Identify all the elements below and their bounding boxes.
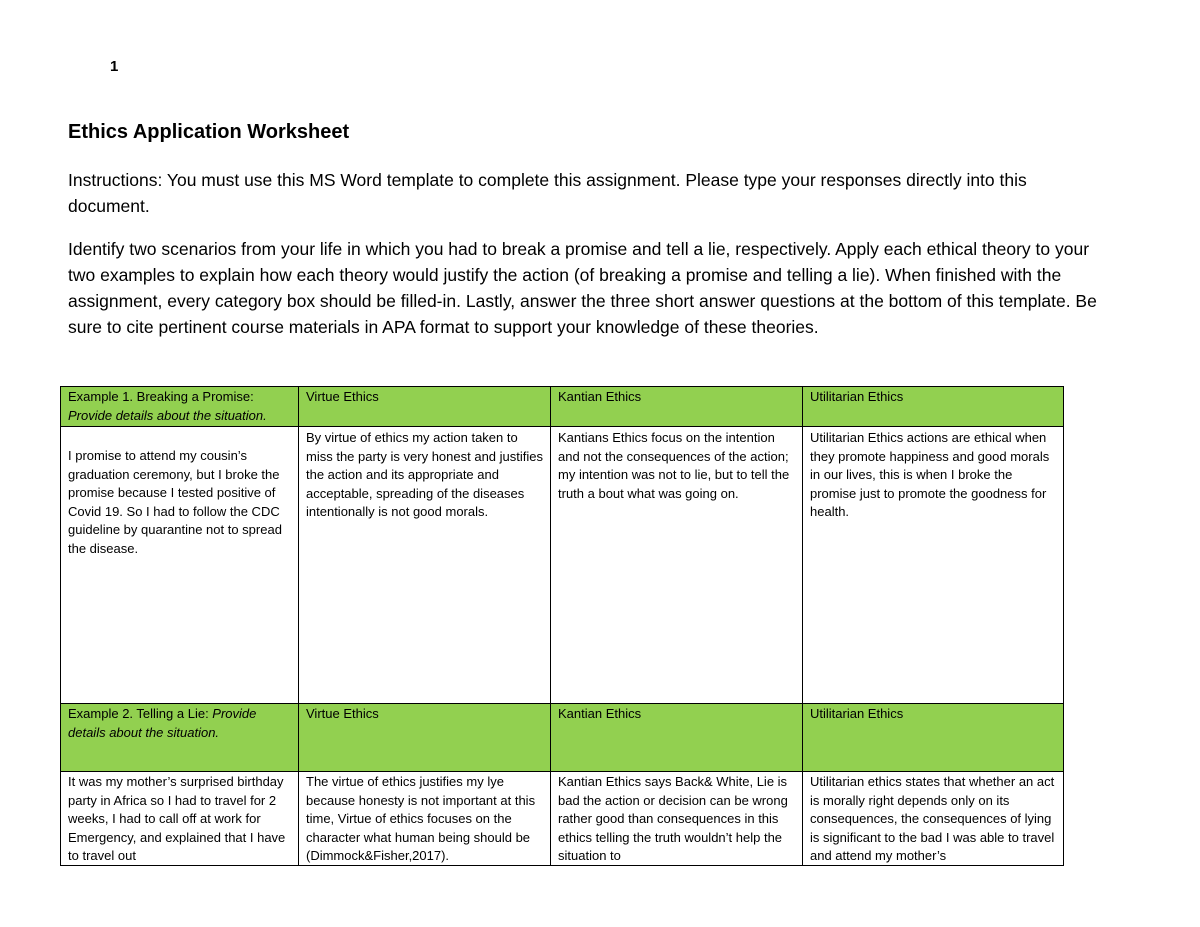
example2-utilitarian-header[interactable]: Utilitarian Ethics bbox=[803, 704, 1064, 772]
example1-label-cell[interactable] bbox=[61, 387, 299, 427]
example2-response-row bbox=[61, 772, 1064, 866]
example2-virtue-text: The virtue of ethics justifies my lye because honesty is not important at this time, Virtue of ethics focuses on the character what human being should be (Dimmock&Fisher,2017). bbox=[306, 774, 536, 863]
example1-prompt: Provide details about the situation. bbox=[68, 407, 267, 423]
instructions-paragraph: Instructions: You must use this MS Word template to complete this assignment. Please type your responses directly into this document. bbox=[68, 170, 1027, 216]
example2-prompt: Provide details about the situation. bbox=[68, 706, 257, 740]
example2-situation-text: It was my mother’s surprised birthday party in Africa so I had to travel for 2 weeks, I had to call off at work for Emergency, and explained that I have to travel out bbox=[68, 774, 286, 863]
example1-header-row bbox=[61, 387, 1064, 427]
example1-virtue-header[interactable]: Virtue Ethics bbox=[299, 387, 551, 427]
example1-kantian-cell[interactable]: Kantians Ethics focus on the intention and not the consequences of the action; my intention was not to lie, but to tell the truth a bout what was going on. bbox=[551, 427, 803, 704]
example2-label-cell[interactable] bbox=[61, 704, 299, 772]
example2-kantian-text: Kantian Ethics says Back& White, Lie is bad the action or decision can be wrong rather good than consequences in this ethics telling the truth wouldn’t help the situation to bbox=[558, 774, 788, 863]
example2-utilitarian-cell[interactable] bbox=[803, 772, 1064, 866]
example2-virtue-cell[interactable] bbox=[299, 772, 551, 866]
ethics-worksheet-table bbox=[60, 386, 1064, 866]
example1-utilitarian-header[interactable]: Utilitarian Ethics bbox=[803, 387, 1064, 427]
example1-response-row bbox=[61, 427, 1064, 704]
document-title: Ethics Application Worksheet bbox=[68, 121, 350, 143]
example2-header-row bbox=[61, 704, 1064, 772]
example2-utilitarian-text: Utilitarian ethics states that whether an act is morally right depends only on its consequences, the consequences of lying is significant to the bad I was able to travel and attend my mother’s bbox=[810, 774, 1055, 863]
example2-label: Example 2. Telling a Lie: bbox=[68, 706, 213, 721]
example2-kantian-header[interactable]: Kantian Ethics bbox=[551, 704, 803, 772]
example1-label: Example 1. Breaking a Promise: bbox=[68, 389, 254, 404]
example1-kantian-header[interactable]: Kantian Ethics bbox=[551, 387, 803, 427]
example1-virtue-cell[interactable]: By virtue of ethics my action taken to miss the party is very honest and justifies the action and its appropriate and acceptable, spreading of the diseases intentionally is not good morals. bbox=[299, 427, 551, 704]
example2-kantian-cell[interactable] bbox=[551, 772, 803, 866]
assignment-paragraph: Identify two scenarios from your life in which you had to break a promise and tell a lie, respectively. Apply each ethical theory to your two examples to explain how each theory would justify the action (of breaking a promise and telling a lie). When finished with the assignment, every category box should be filled-in. Lastly, answer the three short answer questions at the bottom of this template. Be sure to cite pertinent course materials in APA format to support your knowledge of these theories. bbox=[68, 239, 1097, 337]
example1-utilitarian-cell[interactable]: Utilitarian Ethics actions are ethical when they promote happiness and good morals in our lives, this is when I broke the promise just to promote the goodness for health. bbox=[803, 427, 1064, 704]
example2-situation-cell[interactable] bbox=[61, 772, 299, 866]
page-number: 1 bbox=[110, 58, 119, 75]
example1-situation-cell[interactable]: I promise to attend my cousin’s graduation ceremony, but I broke the promise because I tested positive of Covid 19. So I had to follow the CDC guideline by quarantine not to spread the disease. bbox=[61, 427, 299, 704]
example2-virtue-header[interactable]: Virtue Ethics bbox=[299, 704, 551, 772]
